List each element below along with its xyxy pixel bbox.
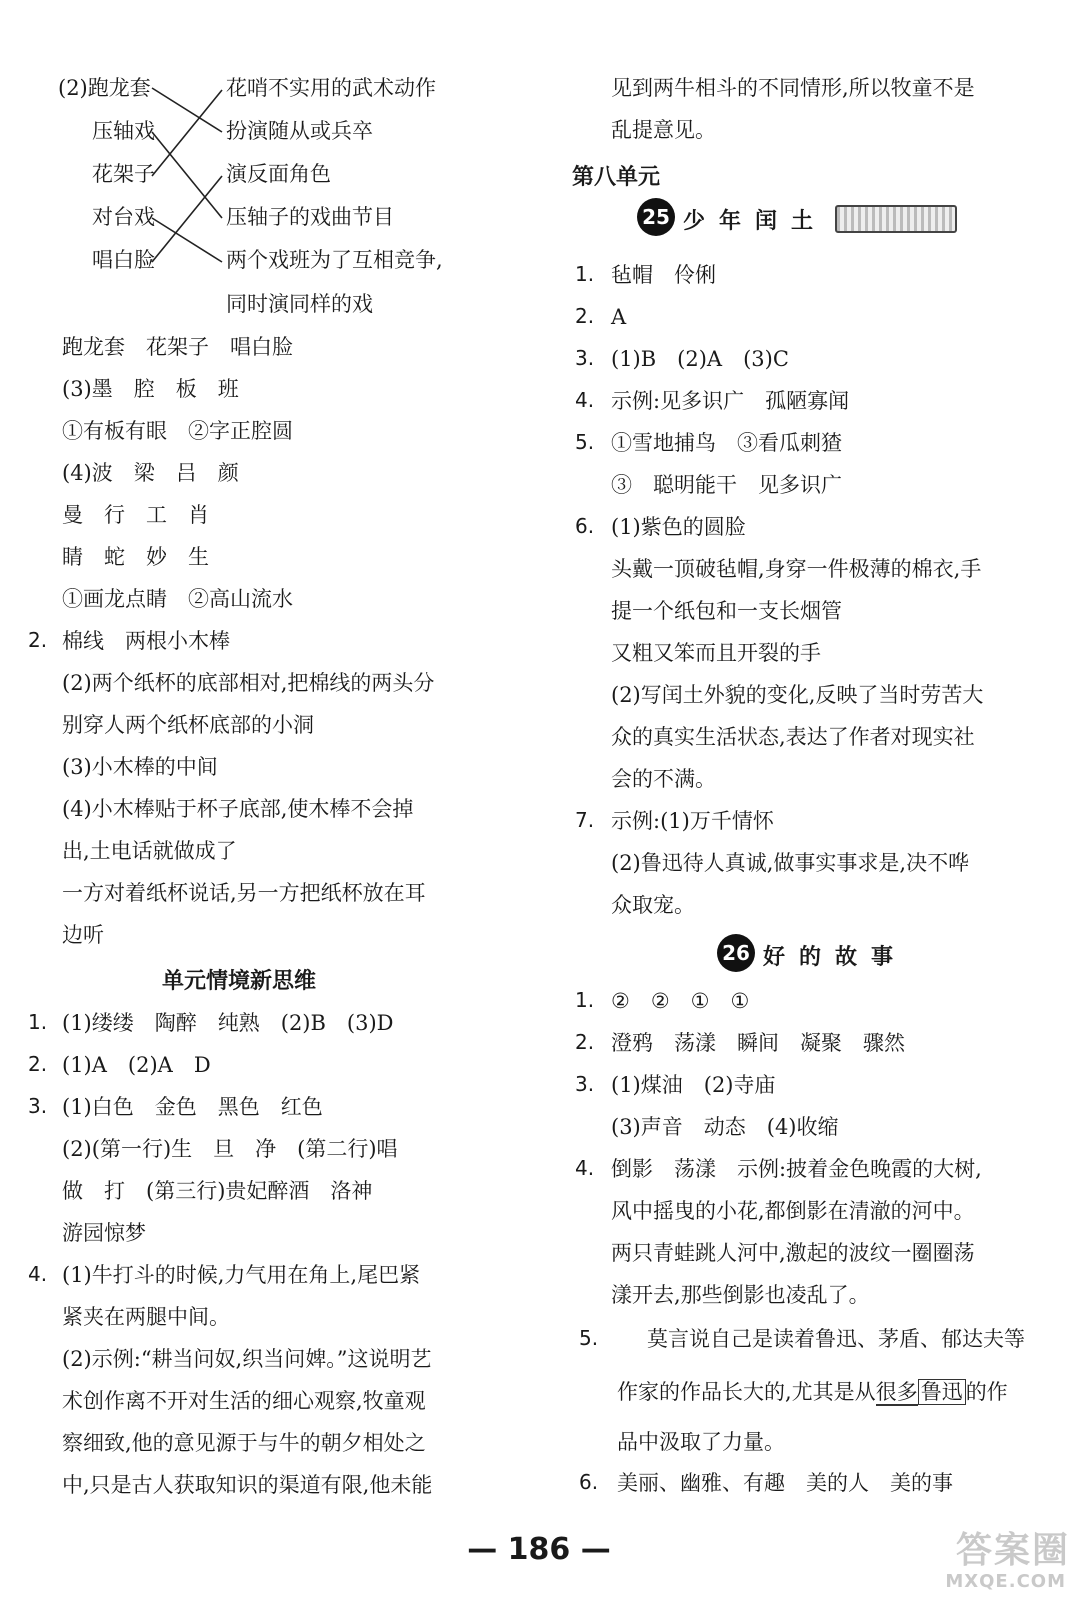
question-number: 3. bbox=[575, 346, 595, 370]
answer-line: (3)声音 动态 (4)收缩 bbox=[611, 1115, 839, 1139]
matching-lines bbox=[0, 0, 540, 320]
answer-line: 睛 蛇 妙 生 bbox=[62, 545, 209, 569]
lesson-title: 好的故事 bbox=[763, 945, 908, 970]
answer-line: 做 打 (第三行)贵妃醉酒 洛神 bbox=[62, 1179, 373, 1203]
answer-line: (1)A (2)A D bbox=[62, 1053, 211, 1077]
answer-line: 跑龙套 花架子 唱白脸 bbox=[62, 335, 293, 359]
answer-line: 品中汲取了力量。 bbox=[617, 1430, 785, 1454]
page-number: — 186 — bbox=[467, 1532, 611, 1567]
answer-line: 边听 bbox=[62, 923, 104, 947]
question-number: 6. bbox=[579, 1470, 599, 1494]
answer-line: 别穿人两个纸杯底部的小洞 bbox=[62, 713, 314, 737]
answer-line: (1)白色 金色 黑色 红色 bbox=[62, 1095, 323, 1119]
question-number: 5. bbox=[579, 1326, 599, 1350]
answer-line: 毡帽 伶俐 bbox=[611, 263, 716, 287]
answer-line: 紧夹在两腿中间。 bbox=[62, 1305, 230, 1329]
answer-line: 术创作离不开对生活的细心观察,牧童观 bbox=[62, 1389, 426, 1413]
answer-line: ①雪地捕鸟 ③看瓜刺猹 bbox=[611, 431, 842, 455]
match-left-2: 压轴戏 bbox=[92, 119, 155, 143]
question-number: 3. bbox=[28, 1094, 48, 1118]
answer-line: 示例:(1)万千情怀 bbox=[611, 809, 774, 833]
answer-line bbox=[617, 1378, 1008, 1406]
watermark-url: MXQE.COM bbox=[945, 1571, 1066, 1592]
question-number: 2. bbox=[575, 1030, 595, 1054]
answer-line: 众的真实生活状态,表达了作者对现实社 bbox=[611, 725, 975, 749]
answer-line: (3)小木棒的中间 bbox=[62, 755, 218, 779]
match-right-3: 演反面角色 bbox=[226, 162, 331, 186]
answer-line: (2)写闰土外貌的变化,反映了当时劳苦大 bbox=[611, 683, 984, 707]
answer-line: (4)波 梁 吕 颜 bbox=[62, 461, 239, 485]
match-left-5: 唱白脸 bbox=[92, 248, 155, 272]
answer-line: 美丽、幽雅、有趣 美的人 美的事 bbox=[617, 1471, 953, 1495]
answer-line: (1)牛打斗的时候,力气用在角上,尾巴紧 bbox=[62, 1263, 421, 1287]
answer-line: (2)(第一行)生 旦 净 (第二行)唱 bbox=[62, 1137, 398, 1161]
watermark-text: 答案圈 bbox=[955, 1530, 1070, 1571]
question-number: 4. bbox=[575, 388, 595, 412]
match-right-4: 压轴子的戏曲节目 bbox=[226, 205, 394, 229]
answer-line: 莫言说自己是读着鲁迅、茅盾、郁达夫等 bbox=[647, 1327, 1025, 1351]
answer-line: 乱提意见。 bbox=[611, 118, 716, 142]
question-number: 2. bbox=[575, 304, 595, 328]
question-number: 2. bbox=[28, 628, 48, 652]
answer-line: (3)墨 腔 板 班 bbox=[62, 377, 239, 401]
match-right-6: 同时演同样的戏 bbox=[226, 292, 373, 316]
answer-line: (2)示例:“耕当问奴,织当问婢。”这说明艺 bbox=[62, 1347, 432, 1371]
watermark-logo bbox=[920, 1522, 1070, 1592]
answer-line: (2)鲁迅待人真诚,做事实事求是,决不哗 bbox=[611, 851, 970, 875]
answer-line: 倒影 荡漾 示例:披着金色晚霞的大树, bbox=[611, 1157, 982, 1181]
answer-line: 又粗又笨而且开裂的手 bbox=[611, 641, 821, 665]
match-right-5: 两个戏班为了互相竞争, bbox=[226, 248, 443, 272]
answer-line: ①画龙点睛 ②高山流水 bbox=[62, 587, 293, 611]
answer-line: 游园惊梦 bbox=[62, 1221, 146, 1245]
question-number: 4. bbox=[575, 1156, 595, 1180]
answer-line: 察细致,他的意见源于与牛的朝夕相处之 bbox=[62, 1431, 426, 1455]
unit-title: 第八单元 bbox=[572, 165, 661, 190]
answer-line: ③ 聪明能干 见多识广 bbox=[611, 473, 842, 497]
section-title: 单元情境新思维 bbox=[162, 969, 317, 994]
match-right-1: 花哨不实用的武术动作 bbox=[226, 76, 436, 100]
question-number: 3. bbox=[575, 1072, 595, 1096]
answer-line: (1)煤油 (2)寺庙 bbox=[611, 1073, 776, 1097]
match-left-4: 对台戏 bbox=[92, 205, 155, 229]
match-left-3: 花架子 bbox=[92, 162, 155, 186]
question-number: 4. bbox=[28, 1262, 48, 1286]
question-number: 6. bbox=[575, 514, 595, 538]
answer-text: 作家的作品长大的,尤其是从 bbox=[617, 1380, 876, 1404]
answer-line: 提一个纸包和一支长烟管 bbox=[611, 599, 842, 623]
answer-line: 澄鸦 荡漾 瞬间 凝聚 骤然 bbox=[611, 1031, 905, 1055]
answer-line: 示例:见多识广 孤陋寡闻 bbox=[611, 389, 850, 413]
question-number: 1. bbox=[575, 988, 595, 1012]
answer-line: A bbox=[611, 305, 627, 329]
stamp-image bbox=[835, 205, 957, 233]
answer-line: 两只青蛙跳人河中,激起的波纹一圈圈荡 bbox=[611, 1241, 975, 1265]
answer-line: (4)小木棒贴于杯子底部,使木棒不会掉 bbox=[62, 797, 414, 821]
question-number: 7. bbox=[575, 808, 595, 832]
answer-text: 的作 bbox=[965, 1380, 1008, 1404]
question-number: 2. bbox=[28, 1052, 48, 1076]
answer-line: 风中摇曳的小花,都倒影在清澈的河中。 bbox=[611, 1199, 975, 1223]
answer-line: (1)B (2)A (3)C bbox=[611, 347, 789, 371]
lesson-title: 少年闰土 bbox=[683, 209, 828, 234]
lesson-number-badge: 25 bbox=[637, 198, 675, 236]
answer-line: 头戴一顶破毡帽,身穿一件极薄的棉衣,手 bbox=[611, 557, 982, 581]
answer-line: 棉线 两根小木棒 bbox=[62, 629, 230, 653]
underlined-text: 很多 bbox=[875, 1380, 918, 1404]
match-left-1: (2)跑龙套 bbox=[58, 76, 151, 100]
answer-line: 众取宠。 bbox=[611, 893, 695, 917]
answer-line: 一方对着纸杯说话,另一方把纸杯放在耳 bbox=[62, 881, 426, 905]
answer-line: (1)紫色的圆脸 bbox=[611, 515, 746, 539]
lesson-number-badge: 26 bbox=[717, 934, 755, 972]
answer-line: (2)两个纸杯的底部相对,把棉线的两头分 bbox=[62, 671, 435, 695]
answer-line: ② ② ① ① bbox=[611, 989, 750, 1013]
boxed-text: 鲁迅 bbox=[918, 1379, 966, 1405]
answer-line: 中,只是古人获取知识的渠道有限,他未能 bbox=[62, 1473, 433, 1497]
answer-line: 曼 行 工 肖 bbox=[62, 503, 209, 527]
match-right-2: 扮演随从或兵卒 bbox=[226, 119, 373, 143]
answer-line: 会的不满。 bbox=[611, 767, 716, 791]
answer-line: ①有板有眼 ②字正腔圆 bbox=[62, 419, 293, 443]
answer-line: 漾开去,那些倒影也凌乱了。 bbox=[611, 1283, 870, 1307]
answer-line: 见到两牛相斗的不同情形,所以牧童不是 bbox=[611, 76, 975, 100]
question-number: 1. bbox=[575, 262, 595, 286]
answer-line: 出,土电话就做成了 bbox=[62, 839, 237, 863]
answer-line: (1)缕缕 陶醉 纯熟 (2)B (3)D bbox=[62, 1011, 394, 1035]
question-number: 5. bbox=[575, 430, 595, 454]
question-number: 1. bbox=[28, 1010, 48, 1034]
